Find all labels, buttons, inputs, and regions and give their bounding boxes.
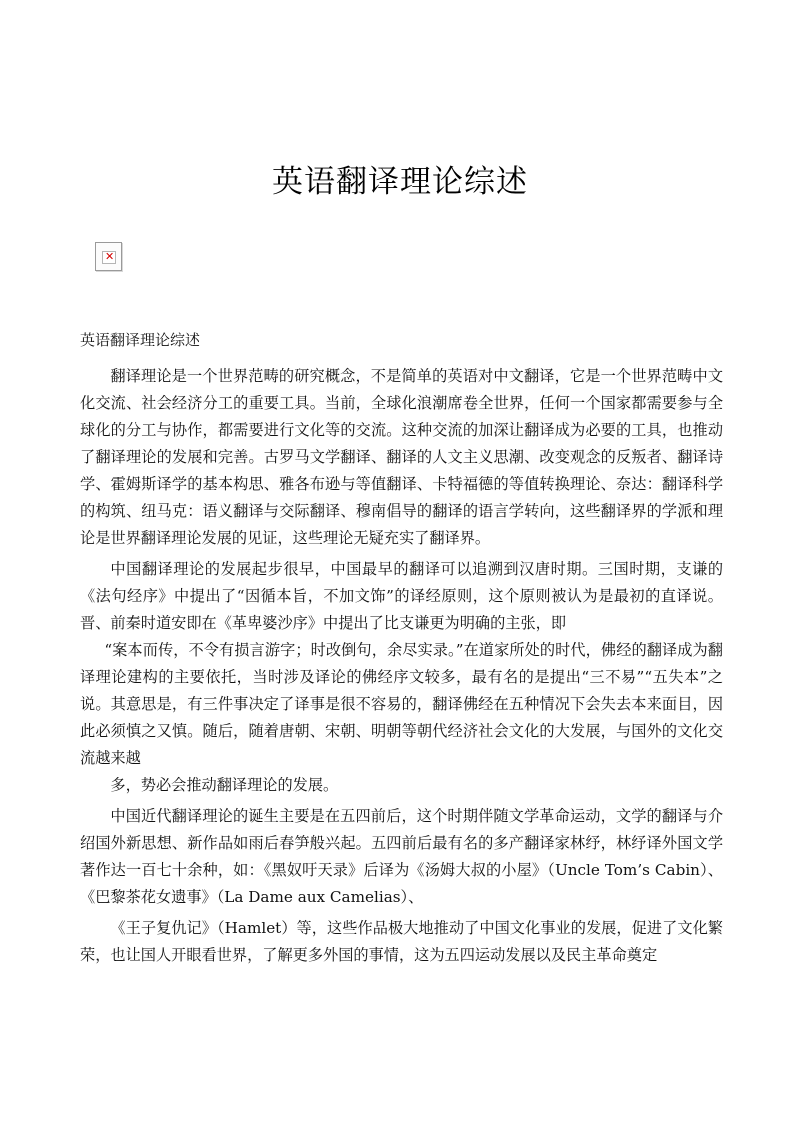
paragraph: 翻译理论是一个世界范畴的研究概念，不是简单的英语对中文翻译，它是一个世界范畴中文化交流、社会经济分工的重要工具。当前，全球化浪潮席卷全世界，任何一个国家都需要参与全球化的分工与协作，都需要进行文化等的交流。这种交流的加深让翻译成为必要的工具，也推动了翻译理论的发展和完善。古罗马文学翻译、翻译的人文主义思潮、改变观念的反叛者、翻译诗学、霍姆斯译学的基本构思、雅各布逊与等值翻译、卡特福德的等值转换理论、奈达：翻译科学的构筑、纽马克：语义翻译与交际翻译、穆南倡导的翻译的语言学转向，这些翻译界的学派和理论是世界翻译理论发展的见证，这些理论无疑充实了翻译界。 [80,367,723,547]
paragraph: “案本而传，不令有损言游字；时改倒句，余尽实录。”在道家所处的时代，佛经的翻译成为翻译理论建构的主要依托，当时涉及译论的佛经序文较多，最有名的是提出“三不易”“五失本”之说。其意思是，有三件事决定了译事是很不容易的，翻译佛经在五种情况下会失去本来面目，因此必须慎之又慎。随后，随着唐朝、宋朝、明朝等朝代经济社会文化的大发展，与国外的文化交流越来越 [80,641,723,767]
error-x-icon: ✕ [105,250,115,263]
document-body [80,363,723,969]
document-subtitle: 英语翻译理论综述 [80,331,201,349]
paragraph: 《王子复仇记》（Hamlet）等，这些作品极大地推动了中国文化事业的发展，促进了文化繁荣，也让国人开眼看世界，了解更多外国的事情，这为五四运动发展以及民主革命奠定 [80,919,723,964]
paragraph: 多，势必会推动翻译理论的发展。 [110,776,339,794]
paragraph: 中国翻译理论的发展起步很早，中国最早的翻译可以追溯到汉唐时期。三国时期，支谦的《法句经序》中提出了“因循本旨，不加文饰”的译经原则，这个原则被认为是最初的直译说。晋、前秦时道安即在《革卑婆沙序》中提出了比支谦更为明确的主张，即 [80,560,723,632]
document-title: 英语翻译理论综述 [272,164,528,200]
broken-image-icon [95,242,122,271]
paragraph: 中国近代翻译理论的诞生主要是在五四前后，这个时期伴随文学革命运动，文学的翻译与介绍国外新思想、新作品如雨后春笋般兴起。五四前后最有名的多产翻译家林纾，林纾译外国文学著作达一百七十余种，如：《黑奴吁天录》后译为《汤姆大叔的小屋》（Uncle Tom’s Cabin）、《巴黎茶花女遗事》（La Dame aux Camelias）、 [80,807,723,906]
